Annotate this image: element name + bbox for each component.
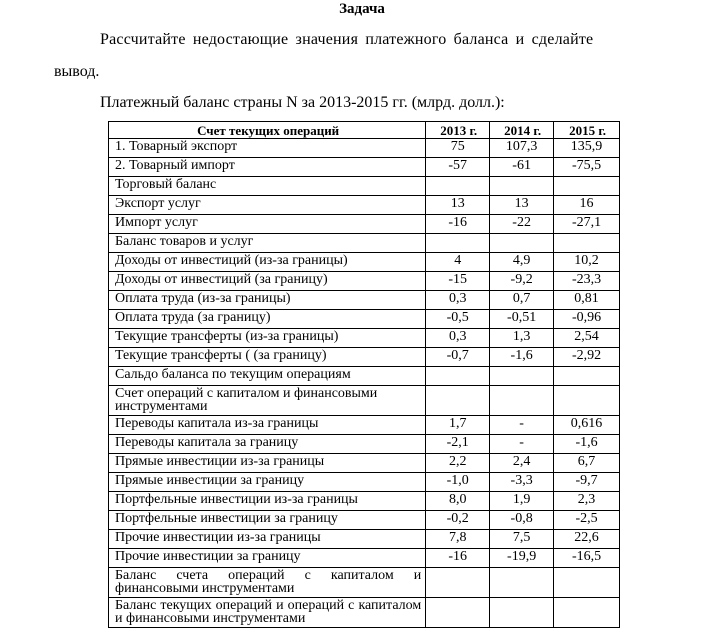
row-value-2014: 4,9 [490, 253, 554, 272]
table-row [109, 348, 620, 367]
row-label: Баланс счета операций с капиталом и финансовыми инструментами [109, 568, 426, 598]
row-label: Прямые инвестиции из-за границы [109, 454, 426, 473]
balance-of-payments-table [108, 121, 620, 628]
row-label: Экспорт услуг [109, 196, 426, 215]
row-label: Счет операций с капиталом и финансовыми инструментами [109, 386, 426, 416]
table-row [109, 139, 620, 158]
row-label: Доходы от инвестиций (из-за границы) [109, 253, 426, 272]
row-value-2015: -1,6 [554, 435, 620, 454]
row-value-2014 [490, 367, 554, 386]
row-value-2015: -23,3 [554, 272, 620, 291]
table-row [109, 272, 620, 291]
row-value-2015 [554, 234, 620, 253]
row-value-2013: -2,1 [426, 435, 490, 454]
row-value-2014 [490, 598, 554, 628]
task-text-line-2: вывод. [54, 63, 100, 80]
table-row [109, 473, 620, 492]
row-value-2013 [426, 568, 490, 598]
row-value-2015: 0,81 [554, 291, 620, 310]
row-value-2014: -9,2 [490, 272, 554, 291]
table-row [109, 416, 620, 435]
row-value-2013: 0,3 [426, 329, 490, 348]
row-value-2014: 1,9 [490, 492, 554, 511]
row-value-2014: -0,8 [490, 511, 554, 530]
row-value-2013 [426, 234, 490, 253]
row-value-2014: 7,5 [490, 530, 554, 549]
table-row [109, 177, 620, 196]
row-value-2015: 6,7 [554, 454, 620, 473]
header-label: Счет текущих операций [109, 122, 426, 139]
row-value-2015: 10,2 [554, 253, 620, 272]
row-value-2015 [554, 568, 620, 598]
row-label: Текущие трансферты ( (за границу) [109, 348, 426, 367]
row-value-2015: -0,96 [554, 310, 620, 329]
row-label: Переводы капитала за границу [109, 435, 426, 454]
row-value-2013: -57 [426, 158, 490, 177]
row-value-2013: 1,7 [426, 416, 490, 435]
row-value-2013: 13 [426, 196, 490, 215]
row-label: 2. Товарный импорт [109, 158, 426, 177]
table-row [109, 492, 620, 511]
table-row [109, 435, 620, 454]
row-value-2015 [554, 386, 620, 416]
row-value-2014: 1,3 [490, 329, 554, 348]
row-value-2015: 16 [554, 196, 620, 215]
row-value-2014: -61 [490, 158, 554, 177]
row-value-2014: -1,6 [490, 348, 554, 367]
row-value-2013: -0,5 [426, 310, 490, 329]
row-value-2015: 2,3 [554, 492, 620, 511]
row-value-2015: 0,616 [554, 416, 620, 435]
table-row [109, 291, 620, 310]
row-value-2014 [490, 386, 554, 416]
header-year-2014: 2014 г. [490, 122, 554, 139]
row-value-2014 [490, 177, 554, 196]
table-row [109, 158, 620, 177]
row-label: Портфельные инвестиции из-за границы [109, 492, 426, 511]
table-row [109, 253, 620, 272]
table-row [109, 511, 620, 530]
row-label: Прямые инвестиции за границу [109, 473, 426, 492]
row-label: Оплата труда (из-за границы) [109, 291, 426, 310]
row-label: Прочие инвестиции за границу [109, 549, 426, 568]
row-value-2015 [554, 367, 620, 386]
row-label: Баланс текущих операций и операций с капиталом и финансовыми инструментами [109, 598, 426, 628]
row-value-2014: 2,4 [490, 454, 554, 473]
row-value-2013: -16 [426, 215, 490, 234]
row-value-2015 [554, 177, 620, 196]
row-label: Текущие трансферты (из-за границы) [109, 329, 426, 348]
row-value-2014: -3,3 [490, 473, 554, 492]
table-row [109, 549, 620, 568]
table-row [109, 367, 620, 386]
table-row [109, 454, 620, 473]
row-value-2014 [490, 568, 554, 598]
row-value-2014: - [490, 435, 554, 454]
header-year-2015: 2015 г. [554, 122, 620, 139]
row-value-2015: -27,1 [554, 215, 620, 234]
row-value-2014: -19,9 [490, 549, 554, 568]
row-value-2013 [426, 598, 490, 628]
row-value-2013: -0,7 [426, 348, 490, 367]
table-row [109, 215, 620, 234]
row-value-2015: 135,9 [554, 139, 620, 158]
table-header-row [109, 122, 620, 139]
row-value-2013: 2,2 [426, 454, 490, 473]
row-value-2015: -16,5 [554, 549, 620, 568]
row-label: Портфельные инвестиции за границу [109, 511, 426, 530]
row-value-2015: -75,5 [554, 158, 620, 177]
row-value-2015: 22,6 [554, 530, 620, 549]
row-value-2014: - [490, 416, 554, 435]
table-body [109, 139, 620, 628]
row-value-2013: 4 [426, 253, 490, 272]
row-value-2014 [490, 234, 554, 253]
row-value-2014: -22 [490, 215, 554, 234]
table-row [109, 310, 620, 329]
table-row [109, 568, 620, 598]
row-value-2013: 0,3 [426, 291, 490, 310]
table-row [109, 598, 620, 628]
row-value-2015 [554, 598, 620, 628]
table-caption: Платежный баланс страны N за 2013-2015 гг. (млрд. долл.): [100, 94, 505, 111]
row-value-2013: 8,0 [426, 492, 490, 511]
document-heading: Задача [339, 1, 385, 17]
row-label: Прочие инвестиции из-за границы [109, 530, 426, 549]
row-value-2013: 7,8 [426, 530, 490, 549]
row-label: Импорт услуг [109, 215, 426, 234]
table-row [109, 386, 620, 416]
row-value-2013 [426, 386, 490, 416]
table-row [109, 329, 620, 348]
row-label: Переводы капитала из-за границы [109, 416, 426, 435]
row-value-2015: 2,54 [554, 329, 620, 348]
row-value-2015: -2,5 [554, 511, 620, 530]
row-value-2014: 0,7 [490, 291, 554, 310]
table-row [109, 196, 620, 215]
row-value-2013: -1,0 [426, 473, 490, 492]
task-text-line-1: Рассчитайте недостающие значения платежного баланса и сделайте [100, 31, 594, 48]
row-value-2013: -16 [426, 549, 490, 568]
row-value-2013: -0,2 [426, 511, 490, 530]
header-year-2013: 2013 г. [426, 122, 490, 139]
row-label: Баланс товаров и услуг [109, 234, 426, 253]
row-label: Сальдо баланса по текущим операциям [109, 367, 426, 386]
row-label: Доходы от инвестиций (за границу) [109, 272, 426, 291]
row-value-2013 [426, 367, 490, 386]
row-value-2015: -9,7 [554, 473, 620, 492]
row-value-2014: -0,51 [490, 310, 554, 329]
row-value-2014: 13 [490, 196, 554, 215]
row-value-2013 [426, 177, 490, 196]
row-label: Оплата труда (за границу) [109, 310, 426, 329]
row-value-2014: 107,3 [490, 139, 554, 158]
row-label: Торговый баланс [109, 177, 426, 196]
row-value-2015: -2,92 [554, 348, 620, 367]
table-row [109, 234, 620, 253]
row-value-2013: -15 [426, 272, 490, 291]
row-value-2013: 75 [426, 139, 490, 158]
row-label: 1. Товарный экспорт [109, 139, 426, 158]
table-row [109, 530, 620, 549]
